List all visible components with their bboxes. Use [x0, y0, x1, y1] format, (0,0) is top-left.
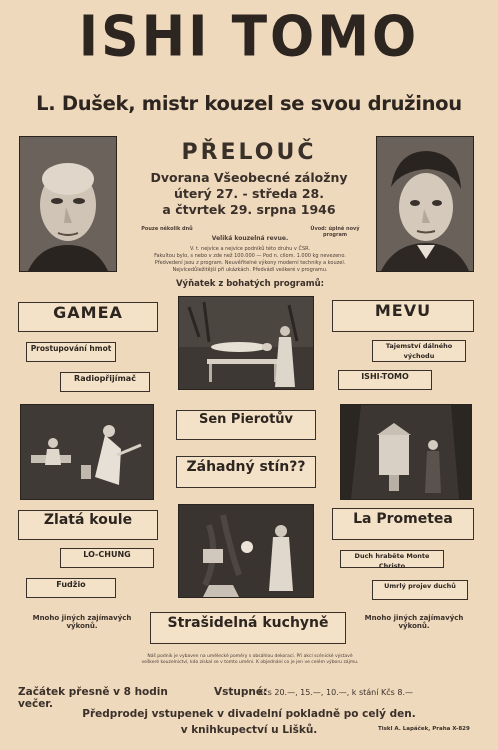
item-zahadny: Záhadný stín?? — [176, 456, 316, 488]
item-mevu: MEVU — [332, 300, 474, 332]
program-heading: Výňatek z bohatých programů: — [175, 279, 325, 289]
item-duch: Duch hraběte Monte Christo — [340, 550, 444, 568]
item-prometea: La Prometea — [332, 508, 474, 540]
note-line-2: Fakultou bylo, s nebo v zde než 100.000 — Pod n. cilom. 1.000 kg nevezeno. — [154, 253, 346, 259]
town-name: PŘELOUČ — [181, 140, 317, 165]
admission-label: Vstupné: — [214, 686, 268, 698]
venue-name: Dvorana Všeobecné záložny — [150, 170, 348, 185]
item-radioprijimac: Radiopřijímač — [60, 372, 150, 392]
note-mid: Veliká kouzelná revue. — [211, 235, 289, 242]
note-left: Pouze několik dnů — [141, 226, 193, 232]
start-time: Začátek přesně v 8 hodin večer. — [18, 686, 168, 710]
footnote: Náš podnik je vybaven na umělecké poměry s obsáhlou dekorací. Při akcí scénické výstavě veškeré kouzelnictví, kdo získal se v tomto uměni. K objednání co je jen ve celém výboru zájmu. — [141, 654, 359, 665]
item-sen: Sen Pierotův — [176, 410, 316, 440]
photo-golden-ball — [178, 504, 314, 598]
dates-line-1: úterý 27. - středa 28. — [174, 186, 324, 201]
note-line-1: V. t. nejvíce a nejvíce podniků této druhu v ČSR. — [189, 246, 311, 252]
item-ishitomo: ISHI-TOMO — [338, 370, 432, 390]
note-line-3: Předvedení jsou z program. Neuvěřitelné výkony moderní techniky a kouzel. — [154, 260, 346, 266]
item-lochung: LO-CHUNG — [60, 548, 154, 568]
presale-line-2: v knihkupectví u Lišků. — [180, 724, 318, 736]
poster-subtitle: L. Dušek, mistr kouzel se svou družinou — [36, 92, 462, 115]
more-left: Mnoho jiných zajímavých výkonů. — [32, 614, 132, 630]
item-gamea: GAMEA — [18, 302, 158, 332]
printer-credit: Tiskl A. Lapáček, Praha X-829 — [378, 726, 470, 732]
presale-line-1: Předprodej vstupenek v divadelní pokladně po celý den. — [82, 708, 416, 720]
item-zlata: Zlatá koule — [18, 510, 158, 540]
note-line-4: Nejvícedůležitější při ukázkách. Předvádí veškeré v programu. — [172, 267, 328, 273]
dates-line-2: a čtvrtek 29. srpna 1946 — [162, 202, 336, 217]
item-umrly: Umrlý projev duchů — [372, 580, 468, 600]
admission-prices: Kčs 20.—, 15.—, 10.—, k stání Kčs 8.— — [258, 688, 413, 697]
more-right: Mnoho jiných zajímavých výkonů. — [364, 614, 464, 630]
poster-title: ISHI TOMO — [78, 4, 420, 70]
note-right: Úvod: úplně nový program — [310, 226, 360, 238]
photo-stage-cabinet — [340, 404, 472, 500]
item-fudzio: Fudžio — [26, 578, 116, 598]
item-prostupovani: Prostupování hmot — [26, 342, 116, 362]
item-tajemstvi: Tajemství dálného východu — [372, 340, 466, 362]
photo-pierot — [20, 404, 154, 500]
item-strasidelna: Strašidelná kuchyně — [150, 612, 346, 644]
photo-levitation — [178, 296, 314, 390]
